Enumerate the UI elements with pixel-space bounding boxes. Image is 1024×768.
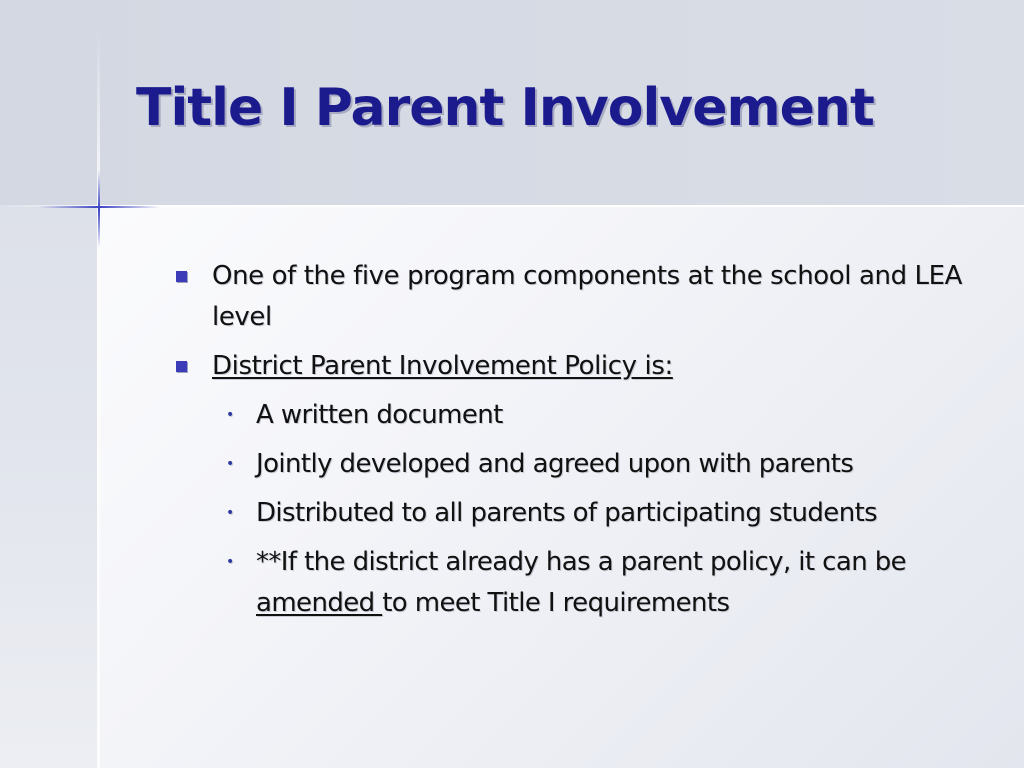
- slide-body: [176, 256, 1016, 632]
- bullet-item: [176, 256, 1016, 338]
- vertical-divider: [97, 30, 100, 768]
- dot-bullet-icon: •: [226, 554, 234, 570]
- sub-bullet-text: Jointly developed and agreed upon with parents: [256, 449, 854, 479]
- dot-bullet-icon: •: [226, 456, 234, 472]
- bullet-text-underlined: District Parent Involvement Policy is:: [212, 351, 673, 381]
- square-bullet-icon: [176, 361, 187, 372]
- dot-bullet-icon: •: [226, 407, 234, 423]
- sub-bullet-text: Distributed to all parents of participating students: [256, 498, 878, 528]
- sub-bullet-text-start: **If the district already has a parent policy, it can be: [256, 547, 907, 577]
- slide-title: Title I Parent Involvement: [136, 78, 874, 138]
- sub-bullet-text: [256, 547, 906, 618]
- amended-underlined: amended: [256, 588, 383, 618]
- bullet-item: [176, 346, 1016, 387]
- sub-bullet-text-end: to meet Title I requirements: [382, 588, 730, 618]
- square-bullet-icon: [176, 271, 187, 282]
- sub-bullet-item: [176, 444, 1016, 485]
- sub-bullet-text: A written document: [256, 400, 503, 430]
- sub-bullet-item: [176, 542, 1016, 624]
- sub-bullet-item: [176, 395, 1016, 436]
- sub-bullet-item: [176, 493, 1016, 534]
- crosshair-vertical-accent: [98, 170, 100, 248]
- dot-bullet-icon: •: [226, 505, 234, 521]
- bullet-text: One of the five program components at the school and LEA level: [212, 261, 963, 332]
